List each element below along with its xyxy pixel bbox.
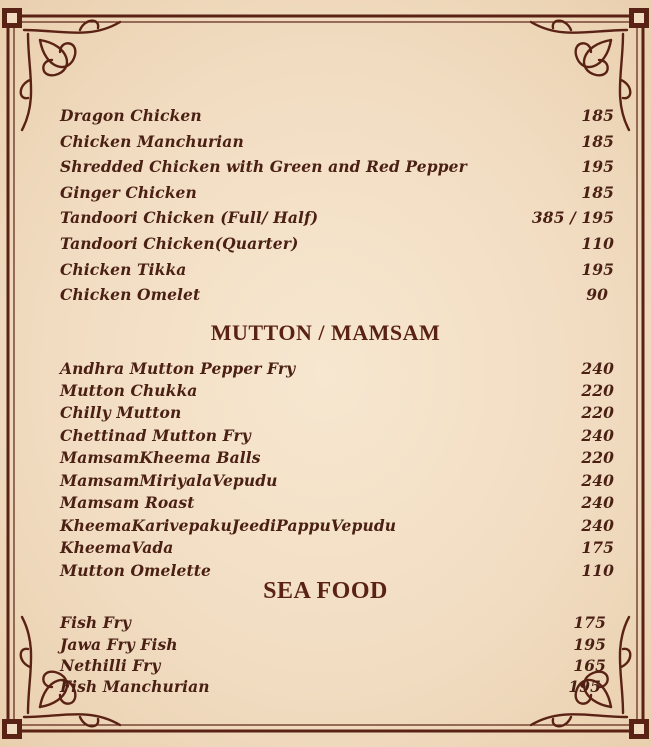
item-price: 195 bbox=[568, 677, 601, 696]
item-name: Mutton Chukka bbox=[60, 381, 198, 400]
item-name: Chilly Mutton bbox=[60, 403, 182, 422]
item-price: 185 bbox=[581, 132, 614, 151]
item-name: MamsamMiriyalaVepudu bbox=[60, 471, 278, 490]
item-name: Dragon Chicken bbox=[60, 106, 202, 125]
item-price: 240 bbox=[581, 516, 614, 535]
item-name: Tandoori Chicken(Quarter) bbox=[60, 234, 299, 253]
item-price: 90 bbox=[586, 285, 608, 304]
item-price: 240 bbox=[581, 493, 614, 512]
item-price: 240 bbox=[581, 359, 614, 378]
item-name: Fish Fry bbox=[60, 613, 131, 632]
item-price: 185 bbox=[581, 183, 614, 202]
section-heading-seafood: SEA FOOD bbox=[263, 578, 388, 604]
item-price: 110 bbox=[581, 561, 614, 580]
item-name: Shredded Chicken with Green and Red Pepper bbox=[60, 157, 467, 176]
item-name: Chicken Omelet bbox=[60, 285, 201, 304]
item-price: 195 bbox=[581, 157, 614, 176]
item-price: 175 bbox=[573, 613, 606, 632]
item-price: 240 bbox=[581, 471, 614, 490]
item-name: Mutton Omelette bbox=[60, 561, 211, 580]
item-price: 185 bbox=[581, 106, 614, 125]
item-price: 175 bbox=[581, 538, 614, 557]
item-name: Jawa Fry Fish bbox=[60, 635, 178, 654]
item-price: 220 bbox=[581, 403, 614, 422]
item-name: Andhra Mutton Pepper Fry bbox=[60, 359, 296, 378]
item-price: 240 bbox=[581, 426, 614, 445]
item-price: 195 bbox=[581, 260, 614, 279]
item-name: Ginger Chicken bbox=[60, 183, 197, 202]
item-name: KheemaKarivepakuJeediPappuVepudu bbox=[60, 516, 397, 535]
item-price: 195 bbox=[573, 635, 606, 654]
item-price: 220 bbox=[581, 381, 614, 400]
item-price: 220 bbox=[581, 448, 614, 467]
item-name: Chicken Tikka bbox=[60, 260, 187, 279]
item-price: 110 bbox=[581, 234, 614, 253]
item-name: KheemaVada bbox=[60, 538, 174, 557]
item-price: 165 bbox=[573, 656, 606, 675]
item-name: MamsamKheema Balls bbox=[60, 448, 261, 467]
item-name: Chettinad Mutton Fry bbox=[60, 426, 251, 445]
item-name: Nethilli Fry bbox=[60, 656, 161, 675]
item-name: Fish Manchurian bbox=[60, 677, 210, 696]
item-name: Tandoori Chicken (Full/ Half) bbox=[60, 208, 319, 227]
item-name: Chicken Manchurian bbox=[60, 132, 244, 151]
item-name: Mamsam Roast bbox=[60, 493, 195, 512]
section-heading-mutton: MUTTON / MAMSAM bbox=[210, 320, 441, 345]
item-price: 385 / 195 bbox=[531, 208, 614, 227]
